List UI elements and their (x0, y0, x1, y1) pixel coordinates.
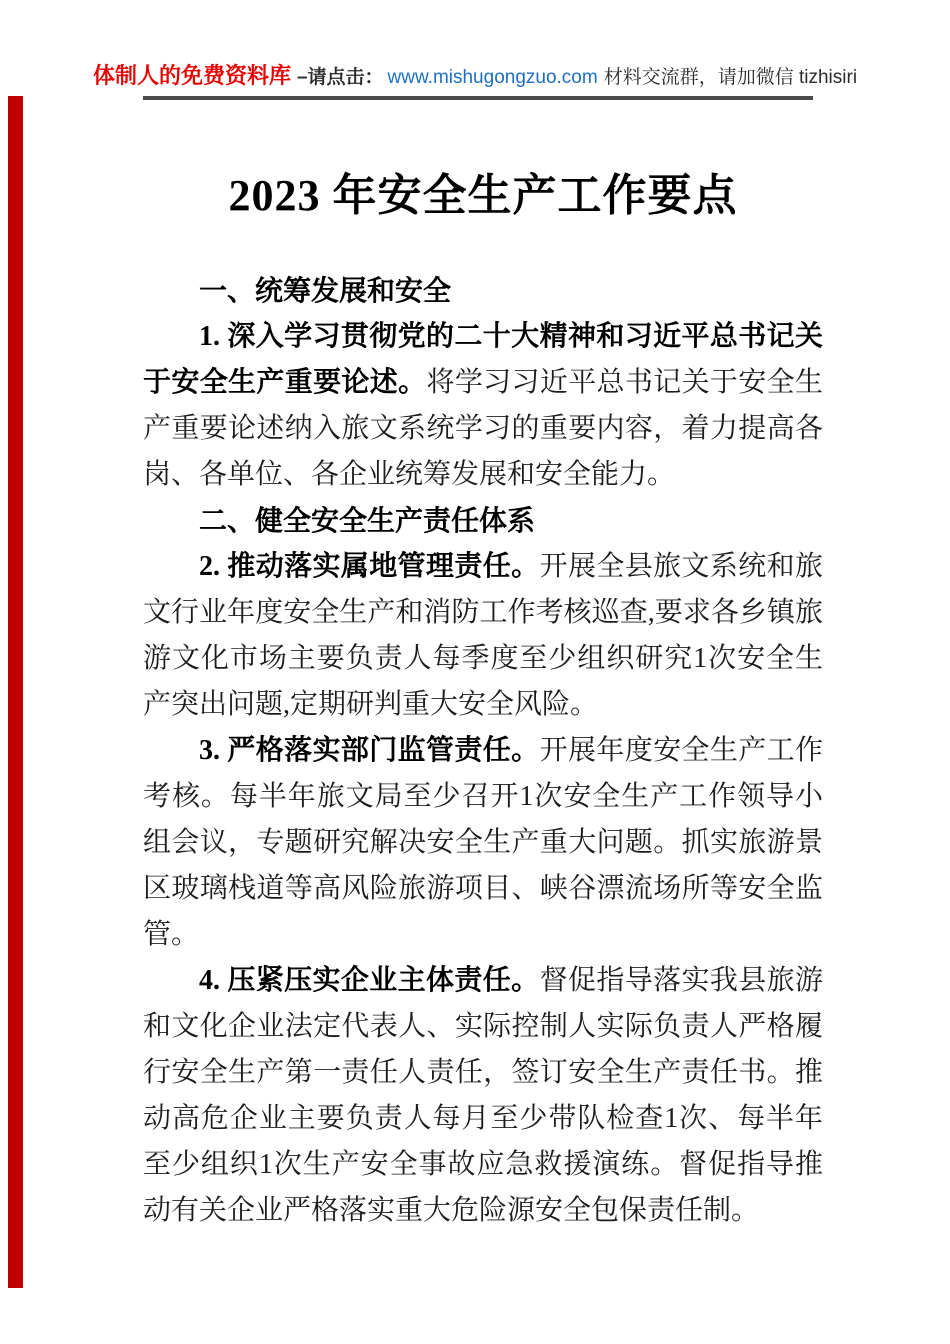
paragraph-3-body: 开展年度安全生产工作考核。每半年旅文局至少召开1次安全生产工作领导小组会议，专题研究解决安全生产重大问题。抓实旅游景区玻璃栈道等高风险旅游项目、峡谷漂流场所等安全监管。 (143, 735, 823, 950)
promo-header (0, 62, 950, 92)
document-body (143, 268, 823, 1234)
paragraph-4-lead: 4. 压紧压实企业主体责任。 (199, 965, 540, 996)
paragraph-4 (143, 958, 823, 1234)
click-prompt: –请点击： (296, 67, 384, 88)
paragraph-4-body: 督促指导落实我县旅游和文化企业法定代表人、实际控制人实际负责人严格履行安全生产第一责任人责任，签订安全生产责任书。推动高危企业主要负责人每月至少带队检查1次、每半年至少组织1次生产安全事故应急救援演练。督促指导推动有关企业严格落实重大危险源安全包保责任制。 (143, 965, 823, 1226)
left-accent-bar (8, 96, 23, 1288)
header-divider (143, 96, 813, 100)
paragraph-1-body: 将学习习近平总书记关于安全生产重要论述纳入旅文系统学习的重要内容，着力提高各岗、各单位、各企业统筹发展和安全能力。 (143, 367, 823, 490)
section-heading-1: 一、统筹发展和安全 (199, 275, 452, 306)
paragraph-1 (143, 314, 823, 498)
paragraph-3 (143, 728, 823, 958)
paragraph-1-lead: 1. 深入学习贯彻党的二十大精神和习近平总书记关于安全生产重要论述。 (143, 321, 823, 398)
paragraph-2-lead: 2. 推动落实属地管理责任。 (199, 551, 540, 582)
site-url-link[interactable]: www.mishugongzuo.com (387, 67, 598, 88)
paragraph-2-body: 开展全县旅文系统和旅文行业年度安全生产和消防工作考核巡查,要求各乡镇旅游文化市场主要负责人每季度至少组织研究1次安全生产突出问题,定期研判重大安全风险。 (143, 551, 823, 720)
site-name: 体制人的免费资料库 (92, 63, 291, 88)
document-title: 2023 年安全生产工作要点 (228, 171, 738, 220)
paragraph-2 (143, 544, 823, 728)
paragraph-3-lead: 3. 严格落实部门监管责任。 (199, 735, 540, 766)
section-heading-2: 二、健全安全生产责任体系 (199, 505, 536, 536)
contact-info: 材料交流群，请加微信 tizhisiri (603, 67, 858, 88)
document-content (143, 160, 823, 1234)
